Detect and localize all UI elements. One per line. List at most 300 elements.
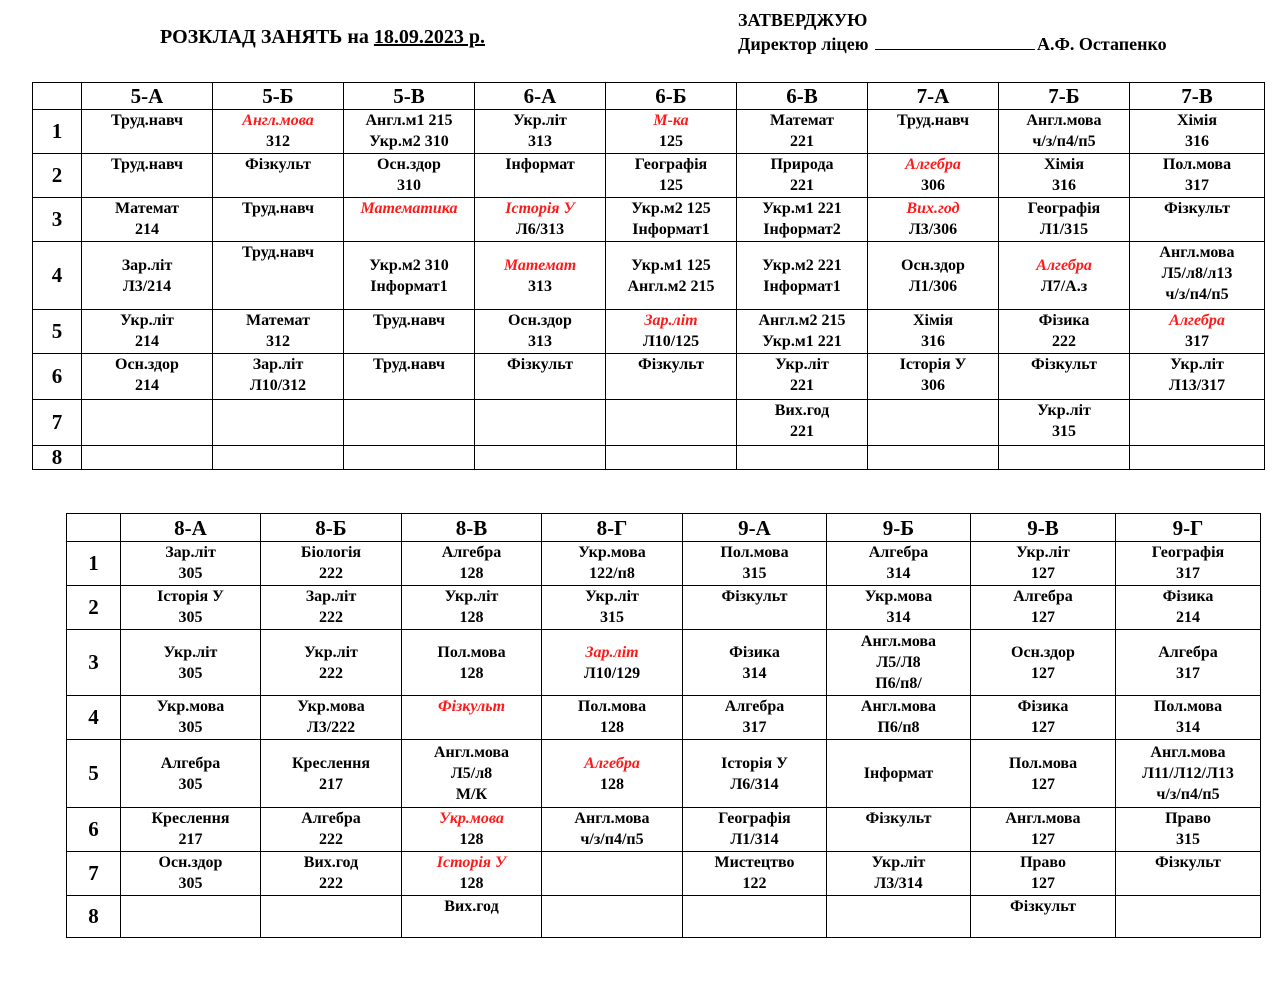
lesson-number: 8 (67, 896, 121, 938)
lesson-cell (1116, 852, 1261, 896)
lesson-text: Фізика (1038, 312, 1090, 329)
title-prefix: РОЗКЛАД ЗАНЯТЬ на (160, 26, 369, 48)
lesson-cell (402, 896, 542, 938)
lesson-text: 127 (1031, 609, 1055, 626)
lesson-text: Укр.м2 125 (631, 200, 711, 217)
lesson-text: 316 (921, 333, 945, 350)
lesson-cell (1130, 198, 1265, 242)
lesson-cell (542, 740, 683, 808)
lesson-text: Пол.мова (577, 698, 647, 715)
class-header-8-Г: 8-Г (542, 514, 683, 542)
schedule-date: 18.09.2023 р. (373, 26, 486, 48)
lesson-text: 315 (600, 609, 624, 626)
lesson-cell (999, 242, 1130, 310)
lesson-cell (82, 446, 213, 470)
lesson-text: Укр.м1 125 (631, 256, 711, 274)
lesson-text: Історія У (436, 854, 507, 871)
lesson-text: Алгебра (1169, 312, 1225, 329)
lesson-cell (475, 310, 606, 354)
lesson-cell (683, 630, 827, 696)
lesson-text: 122/п8 (589, 565, 635, 582)
lesson-text: Л5/л8 (450, 765, 493, 782)
lesson-text: Укр.літ (1037, 402, 1091, 419)
lesson-text: 127 (1031, 719, 1055, 736)
lesson-text: Право (1020, 854, 1066, 871)
lesson-text: Інформат1 (763, 277, 841, 295)
lesson-text: Л10/129 (583, 664, 641, 682)
lesson-text: Л13/317 (1168, 377, 1226, 394)
lesson-text: Осн.здор (901, 256, 965, 274)
lesson-cell (827, 808, 971, 852)
lesson-text: Зар.літ (252, 356, 304, 373)
class-header-row (67, 514, 1261, 542)
lesson-cell (475, 400, 606, 446)
lesson-number: 8 (33, 446, 82, 470)
lesson-number: 4 (67, 696, 121, 740)
lesson-text: Англ.мова (1150, 744, 1226, 761)
lesson-text: Пол.мова (1153, 698, 1223, 715)
lesson-text: Англ.мова (574, 810, 650, 827)
lesson-text: 128 (459, 565, 484, 582)
lesson-text: Алгебра (1158, 643, 1218, 661)
lesson-row (67, 896, 1261, 938)
lesson-text: 214 (1176, 609, 1200, 626)
lesson-text: Креслення (151, 810, 230, 827)
lesson-text: 214 (135, 333, 159, 350)
lesson-text: Історія У (899, 356, 967, 373)
lesson-text: 125 (659, 133, 683, 150)
approve-title: ЗАТВЕРДЖУЮ (738, 10, 868, 30)
lesson-text: Осн.здор (1011, 643, 1075, 661)
lesson-text: 125 (659, 177, 683, 194)
lesson-cell (999, 310, 1130, 354)
lesson-text: Зар.літ (165, 544, 216, 561)
lesson-cell (213, 110, 344, 154)
lesson-text: Укр.літ (871, 854, 926, 871)
lesson-cell (82, 310, 213, 354)
class-header-row (33, 83, 1265, 110)
lesson-text: Л6/314 (730, 775, 779, 793)
lesson-text: Зар.літ (305, 588, 357, 605)
lesson-text: Географія (1151, 544, 1225, 561)
lesson-text: Труд.навч (110, 112, 184, 129)
lesson-cell (344, 354, 475, 400)
lesson-text: Історія У (157, 588, 224, 605)
lesson-row (33, 242, 1265, 310)
lesson-cell (402, 630, 542, 696)
lesson-text: Пол.мова (720, 544, 789, 561)
lesson-cell (82, 154, 213, 198)
lesson-cell (213, 242, 344, 310)
lesson-cell (121, 696, 261, 740)
lesson-text: Англ.мова (1159, 244, 1235, 261)
lesson-text: Л1/306 (908, 277, 958, 295)
lesson-text: Англ.м2 215 (758, 312, 846, 329)
lesson-text: Укр.мова (156, 698, 225, 715)
class-header-9-Б: 9-Б (827, 514, 971, 542)
lesson-text: 221 (790, 133, 814, 150)
lesson-cell (683, 896, 827, 938)
lesson-cell (606, 310, 737, 354)
lesson-cell (737, 354, 868, 400)
lesson-text: Креслення (291, 754, 371, 772)
lesson-cell (121, 852, 261, 896)
approve-signature-line (738, 32, 1167, 56)
lesson-cell (827, 542, 971, 586)
lesson-text: 306 (921, 177, 945, 194)
lesson-cell (213, 400, 344, 446)
lesson-cell (82, 400, 213, 446)
lesson-text: 222 (319, 609, 343, 626)
lesson-text: Право (1165, 810, 1211, 827)
lesson-row (33, 354, 1265, 400)
lesson-text: ч/з/п4/п5 (580, 831, 644, 848)
lesson-number: 2 (67, 586, 121, 630)
lesson-text: 127 (1031, 775, 1055, 793)
lesson-text: Алгебра (868, 544, 929, 561)
lesson-text: 214 (135, 221, 159, 238)
lesson-text: 127 (1031, 565, 1055, 582)
lesson-text: Л5/Л8 (876, 654, 921, 671)
approve-name: А.Ф. Остапенко (1036, 34, 1167, 54)
lesson-text: 128 (459, 831, 484, 848)
lesson-text: Укр.мова (578, 544, 646, 561)
lesson-text: 221 (790, 177, 814, 194)
lesson-text: 127 (1031, 664, 1055, 682)
lesson-cell (1116, 740, 1261, 808)
lesson-cell (737, 110, 868, 154)
lesson-text: Пол.мова (1162, 156, 1232, 173)
lesson-cell (606, 110, 737, 154)
lesson-text: Л3/306 (908, 221, 958, 238)
lesson-text: Математ (503, 256, 577, 274)
lesson-text: 128 (459, 609, 484, 626)
lesson-text: Вих.год (906, 200, 960, 217)
lesson-number: 7 (67, 852, 121, 896)
lesson-cell (1130, 400, 1265, 446)
lesson-cell (999, 198, 1130, 242)
lesson-cell (683, 696, 827, 740)
lesson-text: 305 (178, 775, 203, 793)
lesson-cell (606, 400, 737, 446)
corner-cell (67, 514, 121, 542)
lesson-cell (999, 110, 1130, 154)
lesson-cell (606, 354, 737, 400)
lesson-text: 305 (178, 875, 203, 892)
lesson-text: 317 (1185, 333, 1209, 350)
lesson-cell (999, 400, 1130, 446)
lesson-number: 1 (33, 110, 82, 154)
class-header-8-А: 8-А (121, 514, 261, 542)
lesson-text: Укр.мова (864, 588, 933, 605)
lesson-text: Англ.мова (433, 744, 510, 761)
lesson-text: 128 (459, 664, 484, 682)
lesson-cell (344, 110, 475, 154)
lesson-cell (868, 400, 999, 446)
lesson-text: 312 (266, 333, 290, 350)
lesson-text: 315 (1052, 423, 1076, 440)
lesson-text: Укр.м1 221 (762, 200, 842, 217)
lesson-row (33, 310, 1265, 354)
lesson-cell (971, 740, 1116, 808)
lesson-cell (737, 310, 868, 354)
lesson-cell (542, 696, 683, 740)
lesson-row (67, 808, 1261, 852)
lesson-cell (971, 696, 1116, 740)
lesson-text: Алгебра (1013, 588, 1073, 605)
lesson-row (33, 110, 1265, 154)
lesson-cell (827, 630, 971, 696)
lesson-text: Л3/214 (122, 277, 172, 295)
lesson-row (67, 542, 1261, 586)
lesson-row (67, 852, 1261, 896)
class-header-7-В: 7-В (1130, 83, 1265, 110)
lesson-text: ч/з/п4/п5 (1156, 786, 1220, 803)
lesson-cell (737, 154, 868, 198)
lesson-cell (344, 446, 475, 470)
lesson-cell (999, 446, 1130, 470)
lesson-cell (402, 852, 542, 896)
lesson-cell (683, 808, 827, 852)
lesson-text: Труд.навч (372, 356, 446, 373)
lesson-cell (261, 808, 402, 852)
lesson-cell (971, 808, 1116, 852)
lesson-text: Л10/125 (642, 333, 700, 350)
lesson-cell (999, 154, 1130, 198)
lesson-cell (261, 542, 402, 586)
lesson-text: 128 (459, 875, 484, 892)
lesson-cell (827, 896, 971, 938)
lesson-cell (1130, 354, 1265, 400)
lesson-cell (683, 740, 827, 808)
lesson-text: Англ.мова (1026, 112, 1102, 129)
lesson-cell (475, 198, 606, 242)
lesson-cell (261, 586, 402, 630)
lesson-cell (542, 808, 683, 852)
lesson-text: 127 (1031, 831, 1055, 848)
lesson-text: Фізкульт (1031, 356, 1097, 373)
lesson-cell (213, 198, 344, 242)
lesson-cell (344, 310, 475, 354)
lesson-cell (213, 354, 344, 400)
lesson-text: Укр.м2 310 (369, 256, 449, 274)
lesson-text: 313 (528, 133, 552, 150)
lesson-text: П6/п8 (877, 719, 920, 736)
lesson-number: 4 (33, 242, 82, 310)
lesson-text: Укр.літ (1016, 544, 1070, 561)
lesson-cell (868, 446, 999, 470)
lesson-text: 314 (886, 609, 911, 626)
lesson-cell (213, 446, 344, 470)
lesson-row (67, 696, 1261, 740)
lesson-text: 222 (319, 831, 343, 848)
lesson-cell (475, 446, 606, 470)
lesson-text: Труд.навч (110, 156, 184, 173)
lesson-cell (121, 542, 261, 586)
lesson-text: Укр.м2 310 (369, 133, 449, 150)
lesson-cell (542, 630, 683, 696)
lesson-text: ч/з/п4/п5 (1165, 286, 1229, 303)
lesson-text: 317 (742, 719, 767, 736)
lesson-text: Алгебра (1036, 256, 1092, 274)
lesson-text: 313 (528, 333, 552, 350)
lesson-text: Укр.літ (304, 643, 358, 661)
lesson-number: 3 (33, 198, 82, 242)
lesson-row (33, 198, 1265, 242)
lesson-cell (971, 852, 1116, 896)
lesson-row (67, 630, 1261, 696)
lesson-cell (261, 630, 402, 696)
lesson-text: Труд.навч (896, 112, 970, 129)
lesson-text: Зар.літ (585, 643, 639, 661)
class-header-6-Б: 6-Б (606, 83, 737, 110)
lesson-text: Алгебра (441, 544, 502, 561)
lesson-text: Алгебра (905, 156, 961, 173)
lesson-cell (1116, 696, 1261, 740)
lesson-cell (261, 696, 402, 740)
lesson-cell (683, 586, 827, 630)
class-header-7-Б: 7-Б (999, 83, 1130, 110)
lesson-cell (1116, 586, 1261, 630)
lesson-text: Пол.мова (1008, 754, 1078, 772)
lesson-text: 316 (1052, 177, 1076, 194)
lesson-number: 3 (67, 630, 121, 696)
lesson-text: Географія (634, 156, 708, 173)
lesson-text: Алгебра (301, 810, 361, 827)
lesson-text: Фізкульт (1164, 200, 1230, 217)
lesson-text: 127 (1031, 875, 1055, 892)
schedule-title (160, 26, 485, 49)
lesson-text: Інформат2 (763, 221, 841, 238)
lesson-cell (213, 154, 344, 198)
lesson-number: 2 (33, 154, 82, 198)
lesson-cell (1116, 542, 1261, 586)
lesson-text: ч/з/п4/п5 (1032, 133, 1096, 150)
lesson-text: Хімія (1044, 156, 1084, 173)
approve-role: Директор ліцею (738, 34, 869, 54)
class-header-9-В: 9-В (971, 514, 1116, 542)
class-header-8-В: 8-В (402, 514, 542, 542)
lesson-text: Осн.здор (158, 854, 223, 871)
lesson-text: Укр.м2 221 (762, 256, 842, 274)
lesson-cell (121, 740, 261, 808)
lesson-text: Фізкульт (865, 810, 932, 827)
lesson-text: 305 (178, 719, 203, 736)
signature-underline (875, 35, 1035, 50)
lesson-text: Математ (246, 312, 310, 329)
lesson-text: Історія У (505, 200, 575, 217)
lesson-text: Труд.навч (241, 244, 315, 261)
lesson-number: 6 (67, 808, 121, 852)
lesson-text: Інформат (863, 765, 934, 782)
lesson-cell (82, 198, 213, 242)
lesson-cell (402, 696, 542, 740)
lesson-text: Л11/Л12/Л13 (1142, 765, 1234, 782)
lesson-text: Укр.літ (513, 112, 567, 129)
lesson-text: 222 (319, 875, 343, 892)
lesson-text: Фізкульт (721, 588, 788, 605)
lesson-text: Укр.мова (297, 698, 365, 715)
lesson-cell (213, 310, 344, 354)
lesson-text: 316 (1185, 133, 1209, 150)
lesson-text: 314 (1176, 719, 1200, 736)
lesson-cell (868, 354, 999, 400)
lesson-text: Л7/А.з (1040, 277, 1088, 295)
lesson-row (67, 586, 1261, 630)
lesson-text: Л10/312 (249, 377, 307, 394)
lesson-text: 122 (742, 875, 767, 892)
lesson-text: 313 (528, 277, 552, 295)
lesson-text: Укр.літ (1170, 356, 1224, 373)
lesson-text: Інформат (505, 156, 575, 173)
lesson-number: 6 (33, 354, 82, 400)
lesson-cell (868, 242, 999, 310)
lesson-cell (542, 896, 683, 938)
lesson-cell (1130, 154, 1265, 198)
lesson-cell (868, 310, 999, 354)
class-header-9-Г: 9-Г (1116, 514, 1261, 542)
lesson-cell (344, 400, 475, 446)
lesson-text: М-ка (653, 112, 689, 129)
lesson-text: Фізкульт (245, 156, 311, 173)
lesson-text: 222 (319, 664, 343, 682)
lesson-text: Зар.літ (121, 256, 173, 274)
lesson-text: Математ (115, 200, 179, 217)
lesson-text: 317 (1176, 565, 1200, 582)
lesson-row (33, 400, 1265, 446)
lesson-text: Осн.здор (115, 356, 179, 373)
lesson-text: Фізкульт (1010, 898, 1076, 915)
lesson-cell (261, 740, 402, 808)
lesson-text: Пол.мова (437, 643, 506, 661)
lesson-cell (737, 446, 868, 470)
class-header-5-В: 5-В (344, 83, 475, 110)
lesson-cell (606, 154, 737, 198)
lesson-text: Укр.літ (775, 356, 829, 373)
lesson-cell (402, 808, 542, 852)
lesson-cell (827, 852, 971, 896)
lesson-text: 221 (790, 377, 814, 394)
lesson-cell (121, 586, 261, 630)
lesson-text: 305 (178, 565, 203, 582)
lesson-text: Природа (770, 156, 834, 173)
lesson-cell (82, 110, 213, 154)
lesson-cell (542, 586, 683, 630)
lesson-cell (542, 542, 683, 586)
lesson-cell (1130, 446, 1265, 470)
lesson-text: М/К (455, 786, 488, 803)
lesson-row (33, 154, 1265, 198)
lesson-text: Фізкульт (507, 356, 573, 373)
lesson-cell (971, 896, 1116, 938)
lesson-row (67, 740, 1261, 808)
lesson-cell (737, 198, 868, 242)
lesson-cell (827, 696, 971, 740)
lesson-cell (475, 110, 606, 154)
lesson-text: Фізкульт (1155, 854, 1221, 871)
lesson-cell (827, 740, 971, 808)
lesson-text: Вих.год (444, 898, 499, 915)
lesson-cell (971, 542, 1116, 586)
lesson-cell (1130, 242, 1265, 310)
lesson-cell (402, 542, 542, 586)
lesson-text: Труд.навч (241, 200, 315, 217)
lesson-text: 214 (135, 377, 159, 394)
lesson-text: Англ.мова (860, 633, 937, 650)
lesson-text: Хімія (1177, 112, 1217, 129)
class-header-7-А: 7-А (868, 83, 999, 110)
lesson-cell (121, 808, 261, 852)
